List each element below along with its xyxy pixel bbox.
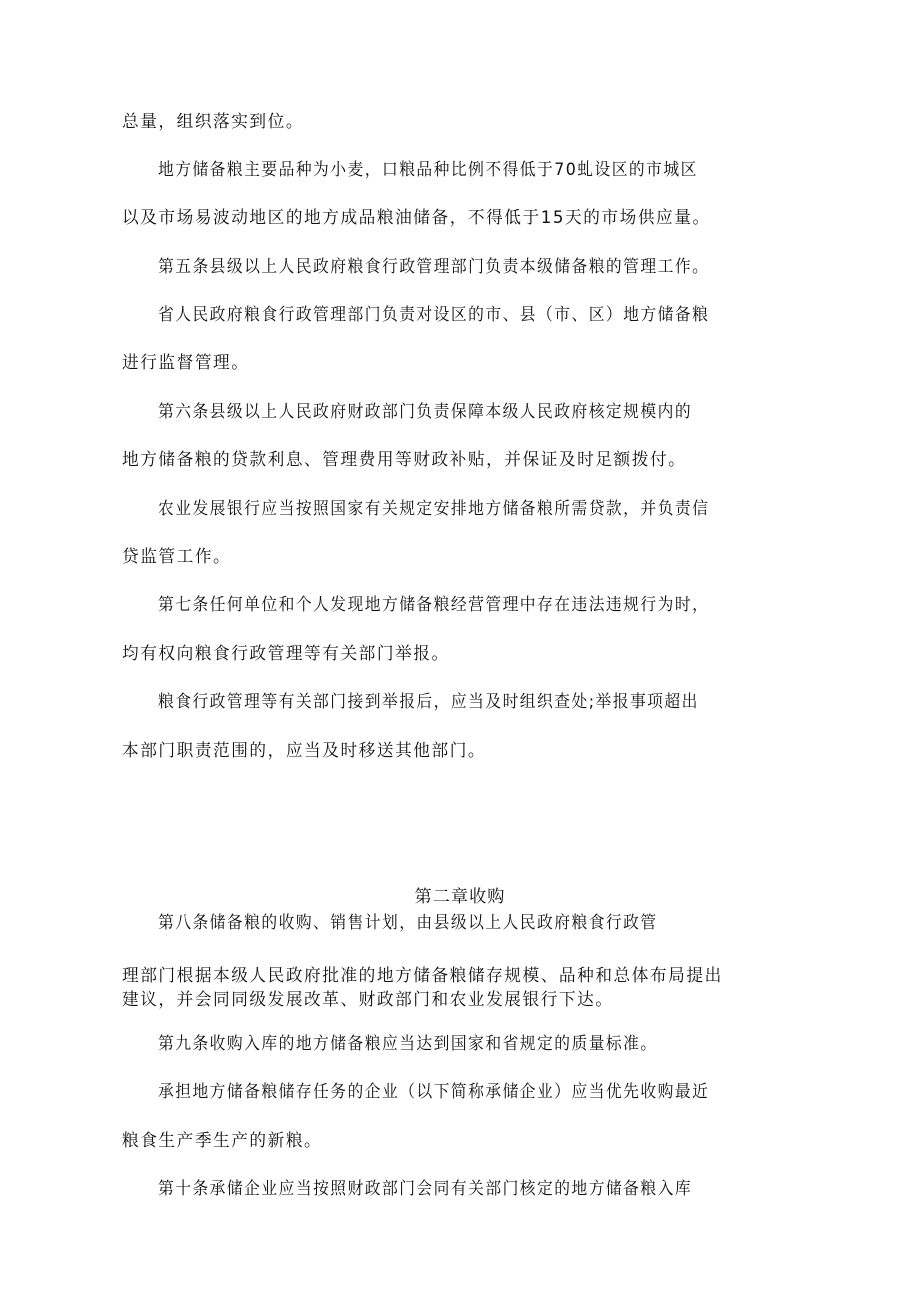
text-line: 农业发展银行应当按照国家有关规定安排地方储备粮所需贷款，并负责信 [158, 499, 710, 519]
text-line: 第五条县级以上人民政府粮食行政管理部门负责本级储备粮的管理工作。 [158, 257, 710, 277]
text-line: 第九条收购入库的地方储备粮应当达到国家和省规定的质量标准。 [158, 1034, 658, 1054]
text-line: 第七条任何单位和个人发现地方储备粮经营管理中存在违法违规行为时， [158, 595, 710, 615]
text-line: 总量，组织落实到位。 [122, 112, 305, 132]
text-line: 理部门根据本级人民政府批准的地方储备粮储存规模、品种和总体布局提出 [122, 966, 723, 986]
text-line: 承担地方储备粮储存任务的企业（以下简称承储企业）应当优先收购最近 [158, 1082, 710, 1102]
text-line: 地方储备粮的贷款利息、管理费用等财政补贴，并保证及时足额拨付。 [122, 450, 687, 470]
text-line: 本部门职责范围的，应当及时移送其他部门。 [122, 741, 487, 761]
text-line: 进行监督管理。 [122, 353, 250, 373]
chapter-heading: 第二章收购 [414, 887, 506, 907]
text-line: 第六条县级以上人民政府财政部门负责保障本级人民政府核定规模内的 [158, 402, 693, 422]
text-line: 粮食生产季生产的新粮。 [122, 1131, 323, 1151]
text-line: 建议，并会同同级发展改革、财政部门和农业发展银行下达。 [122, 990, 614, 1010]
text-line: 均有权向粮食行政管理等有关部门举报。 [122, 644, 450, 664]
text-line: 第十条承储企业应当按照财政部门会同有关部门核定的地方储备粮入库 [158, 1179, 693, 1199]
text-line: 贷监管工作。 [122, 547, 232, 567]
text-line: 地方储备粮主要品种为小麦，口粮品种比例不得低于70虬设区的市城区 [158, 160, 698, 180]
text-line: 省人民政府粮食行政管理部门负责对设区的市、县（市、区）地方储备粮 [158, 305, 710, 325]
text-line: 粮食行政管理等有关部门接到举报后，应当及时组织查处;举报事项超出 [158, 692, 699, 712]
text-line: 第八条储备粮的收购、销售计划，由县级以上人民政府粮食行政管 [158, 913, 658, 933]
text-line: 以及市场易波动地区的地方成品粮油储备，不得低于15天的市场供应量。 [122, 208, 711, 228]
